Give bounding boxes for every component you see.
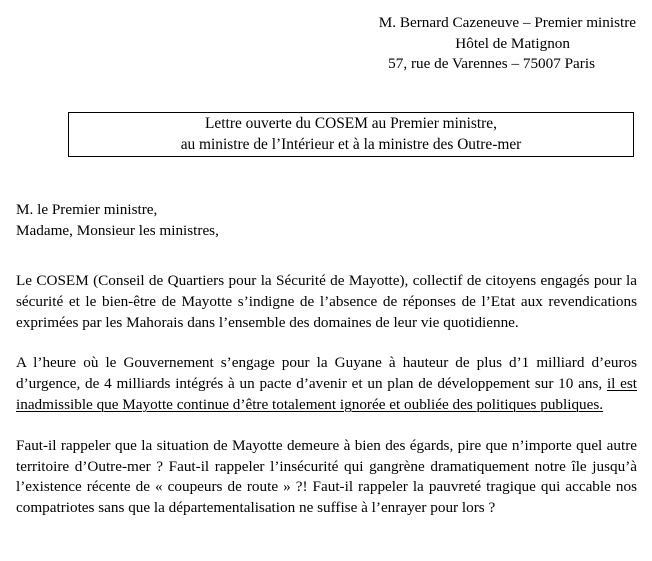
paragraph-2-underlined-text: il est inadmissible que Mayotte continue d’être totalement ignorée et oubliée des politiques publiques. [16, 375, 638, 413]
body-paragraph-1: Le COSEM (Conseil de Quartiers pour la Sécurité de Mayotte), collectif de citoyens engagés pour la sécurité et le bien-être de Mayotte s’indigne de l’absence de réponses de l’Etat aux revendications exprimées par les Mahorais dans l’ensemble des domaines de leur vie quotidienne. [16, 272, 637, 331]
salutation-line-1: M. le Premier ministre, [16, 201, 158, 218]
body-paragraph-3: Faut-il rappeler que la situation de Mayotte demeure à bien des égards, pire que n’importe quel autre territoire d’Outre-mer ? Faut-il rappeler l’insécurité qui gangrène dramatiquement notre île jusqu’à l’existence récente de « coupeurs de route » ?! Faut-il rappeler la pauvreté tragique qui accable nos compatriotes sans que la départementalisation ne suffise à l’enrayer pour lors ? [16, 436, 637, 517]
document-body [16, 271, 637, 519]
document-title-line-1: Lettre ouverte du COSEM au Premier ministre, [205, 115, 497, 132]
document-title-box [68, 112, 634, 157]
paragraph-2-plain-text: A l’heure où le Gouvernement s’engage pour la Guyane à hauteur de plus d’1 milliard d’euros d’urgence, de 4 milliards intégrés à un pacte d’avenir et un plan de développement sur 10 ans, [16, 354, 637, 393]
body-paragraph-2 [16, 353, 637, 415]
addressee-line-building: Hôtel de Matignon [455, 34, 570, 52]
addressee-line-street: 57, rue de Varennes – 75007 Paris [388, 55, 595, 72]
addressee-block [16, 13, 636, 75]
document-title-line-2: au ministre de l’Intérieur et à la ministre des Outre-mer [180, 135, 522, 153]
salutation-block [16, 200, 219, 241]
salutation-line-2: Madame, Monsieur les ministres, [16, 221, 219, 239]
addressee-line-name: M. Bernard Cazeneuve – Premier ministre [378, 14, 636, 31]
